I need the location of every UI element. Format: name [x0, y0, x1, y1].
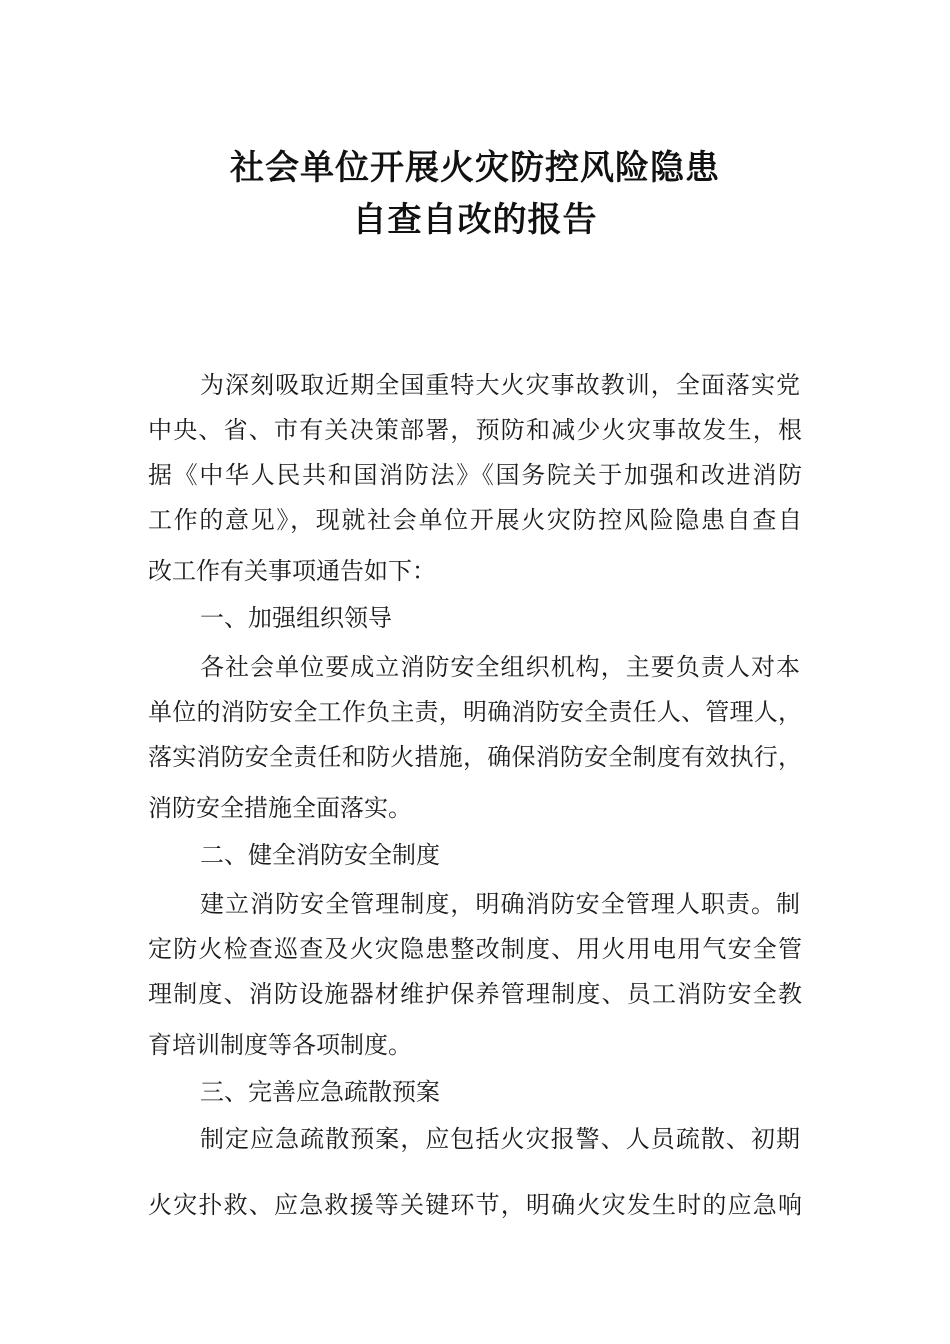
paragraph-line: 中央、省、市有关决策部署，预防和减少火灾事故发生，根 [148, 416, 802, 444]
section-heading: 二、健全消防安全制度 [200, 841, 440, 869]
paragraph-line: 据《中华人民共和国消防法》《国务院关于加强和改进消防 [148, 461, 802, 489]
section-heading: 三、完善应急疏散预案 [200, 1078, 440, 1106]
paragraph-line: 消防安全措施全面落实。 [148, 794, 412, 822]
paragraph-line: 建立消防安全管理制度，明确消防安全管理人职责。制 [200, 890, 800, 918]
paragraph-line: 各社会单位要成立消防安全组织机构，主要负责人对本 [200, 653, 800, 681]
paragraph-line: 为深刻吸取近期全国重特大火灾事故教训，全面落实党 [200, 371, 800, 399]
paragraph-line: 单位的消防安全工作负主责，明确消防安全责任人、管理人， [148, 698, 802, 726]
paragraph-line: 育培训制度等各项制度。 [148, 1031, 412, 1059]
section-heading: 一、加强组织领导 [200, 604, 392, 632]
paragraph-line: 火灾扑救、应急救援等关键环节，明确火灾发生时的应急响 [148, 1191, 802, 1219]
paragraph-line: 理制度、消防设施器材维护保养管理制度、员工消防安全教 [148, 980, 802, 1008]
document-title-line-2: 自查自改的报告 [352, 200, 598, 240]
paragraph-line: 改工作有关事项通告如下： [148, 557, 436, 585]
paragraph-line: 定防火检查巡查及火灾隐患整改制度、用火用电用气安全管 [148, 935, 802, 963]
document-title-line-1: 社会单位开展火灾防控风险隐患 [230, 148, 720, 188]
paragraph-line: 落实消防安全责任和防火措施，确保消防安全制度有效执行， [148, 743, 802, 771]
paragraph-line: 工作的意见》，现就社会单位开展火灾防控风险隐患自查自 [148, 506, 802, 534]
paragraph-line: 制定应急疏散预案，应包括火灾报警、人员疏散、初期 [200, 1125, 800, 1153]
